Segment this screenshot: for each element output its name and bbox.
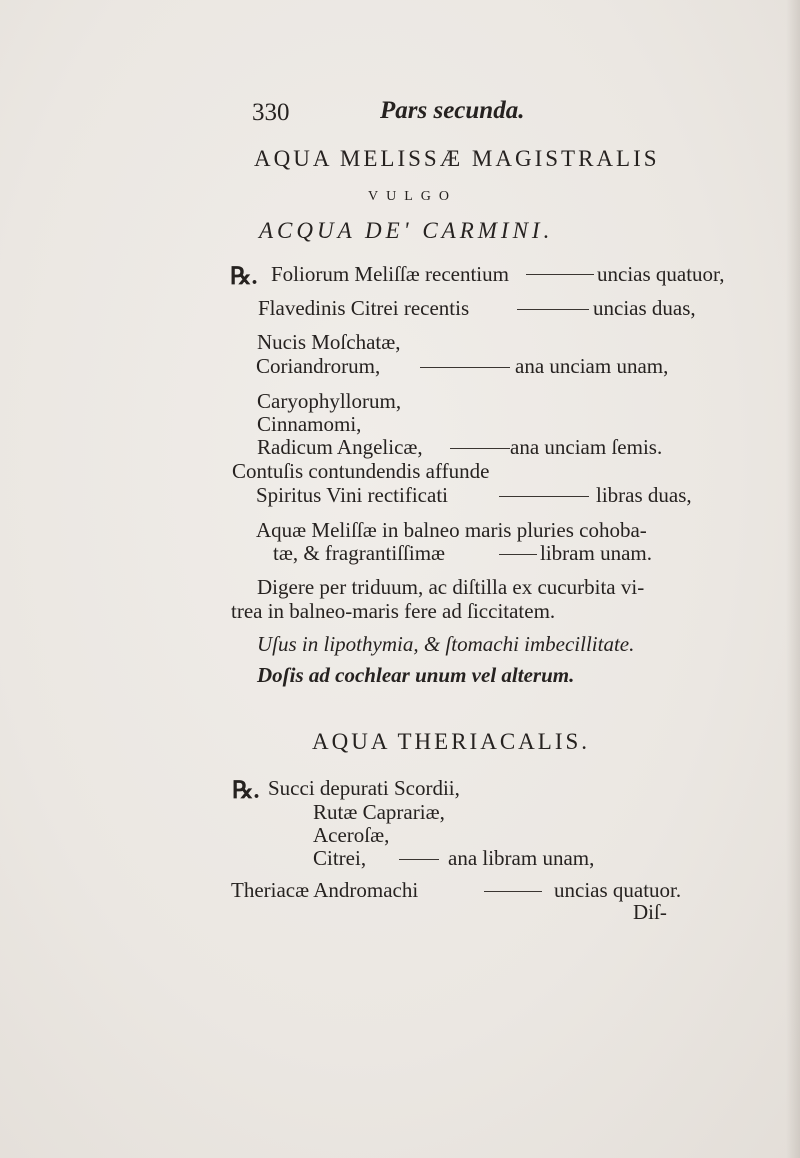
section-subtitle: ACQUA DE' CARMINI.	[259, 218, 554, 243]
section-title: AQUA MELISSÆ MAGISTRALIS	[254, 146, 660, 171]
dash-rule	[517, 309, 589, 310]
dash-rule	[399, 859, 439, 860]
ingredient-line: Rutæ Caprariæ,	[313, 800, 445, 824]
page-number: 330	[252, 99, 290, 126]
running-title: Pars secunda.	[380, 97, 525, 124]
text-line: Aquæ Meliſſæ in balneo maris pluries cohoba-	[256, 518, 647, 542]
ingredient-line: Citrei,	[313, 846, 367, 870]
usus-line: Uſus in lipothymia, & ſtomachi imbecillitate.	[257, 632, 635, 656]
ingredient-amount: ana libram unam,	[448, 846, 595, 870]
dash-rule	[420, 367, 510, 368]
dosis-line: Doſis ad cochlear unum vel alterum.	[257, 663, 575, 687]
ingredient-line: Cinnamomi,	[257, 412, 362, 436]
text-line: Contuſis contundendis affunde	[232, 459, 490, 483]
ingredient-amount: uncias quatuor,	[597, 262, 725, 286]
ingredient-amount: ana unciam ſemis.	[510, 435, 663, 459]
catchword: Diſ-	[633, 900, 667, 924]
ingredient-line: Aceroſæ,	[313, 823, 390, 847]
page-edge-shadow	[786, 0, 800, 1158]
dash-rule	[499, 554, 537, 555]
ingredient-line: Nucis Moſchatæ,	[257, 330, 401, 354]
ingredient-amount: uncias quatuor.	[554, 878, 682, 902]
ingredient-line: Flavedinis Citrei recentis	[258, 296, 470, 320]
ingredient-line: Spiritus Vini rectificati	[256, 483, 448, 507]
ingredient-line: Coriandrorum,	[256, 354, 381, 378]
ingredient-line: Theriacæ Andromachi	[231, 878, 419, 902]
recipe-symbol: ℞.	[230, 264, 258, 290]
ingredient-amount: uncias duas,	[593, 296, 696, 320]
recipe-symbol: ℞.	[232, 778, 260, 804]
ingredient-line: Radicum Angelicæ,	[257, 435, 423, 459]
dash-rule	[526, 274, 594, 275]
ingredient-amount: libras duas,	[596, 483, 692, 507]
dash-rule	[450, 448, 510, 449]
text-line: tæ, & fragrantiſſimæ	[273, 541, 446, 565]
vulgo-label: VULGO	[368, 189, 457, 204]
ingredient-amount: libram unam.	[540, 541, 652, 565]
ingredient-line: Foliorum Meliſſæ recentium	[271, 262, 509, 286]
text-line: Digere per triduum, ac diſtilla ex cucurbita vi-	[257, 575, 645, 599]
section-title: AQUA THERIACALIS.	[312, 729, 591, 754]
dash-rule	[484, 891, 542, 892]
ingredient-amount: ana unciam unam,	[515, 354, 669, 378]
ingredient-line: Succi depurati Scordii,	[268, 776, 460, 800]
dash-rule	[499, 496, 589, 497]
text-line: trea in balneo-maris fere ad ſiccitatem.	[231, 599, 556, 623]
ingredient-line: Caryophyllorum,	[257, 389, 402, 413]
